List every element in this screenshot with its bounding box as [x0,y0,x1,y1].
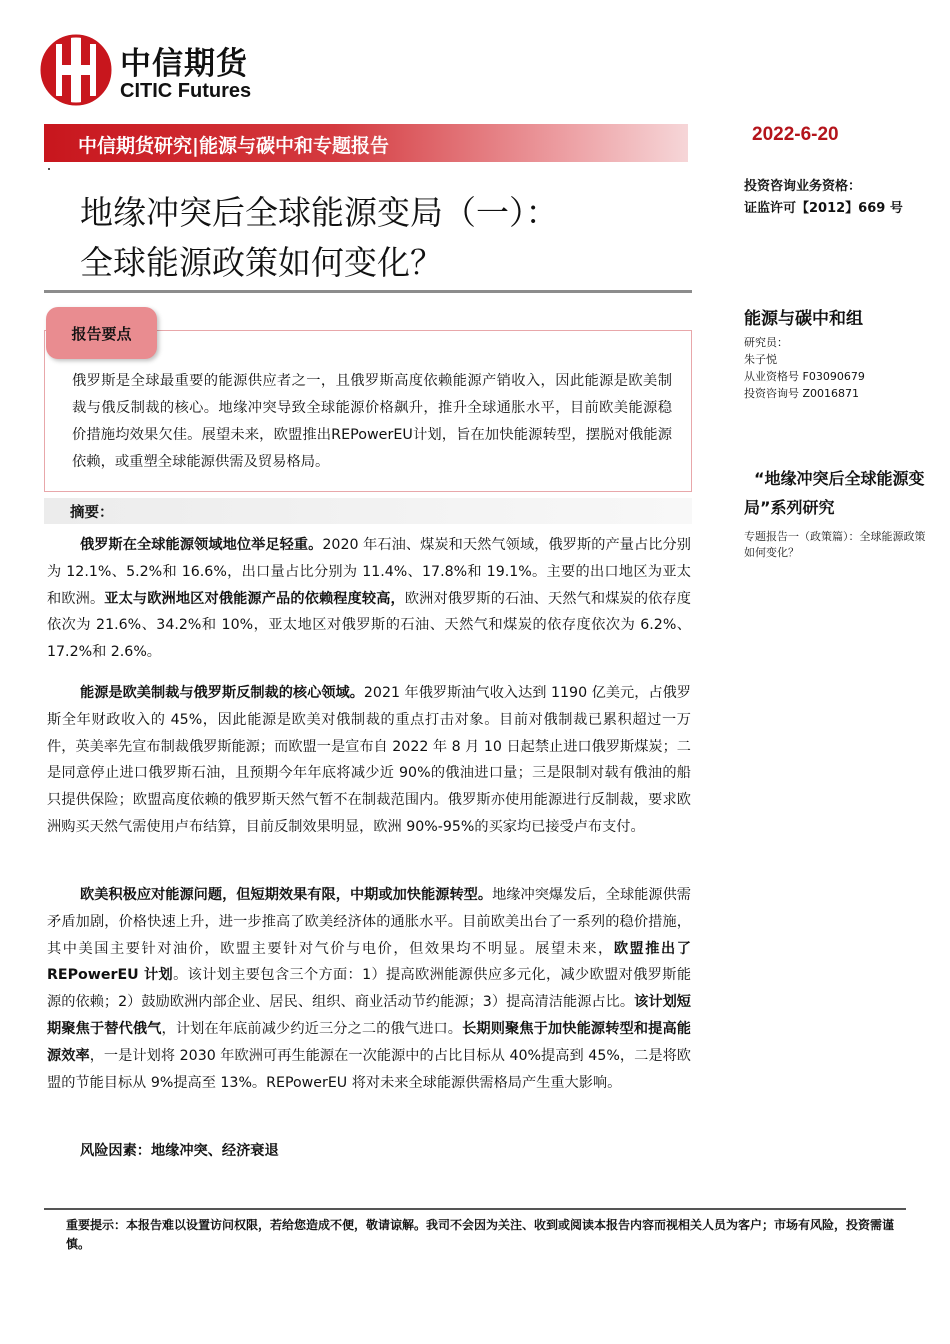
series-title: “地缘冲突后全球能源变局”系列研究 [744,469,925,517]
divider-dot [48,168,50,170]
research-group: 能源与碳中和组 [744,309,863,329]
p2-text-1: 2021 年俄罗斯油气收入达到 1190 亿美元，占俄罗斯全年财政收入的 45%，因此能源是欧美对俄制裁的重点打击对象。目前对俄制裁已累积超过一万件，英美率先宣布制裁俄罗斯能源；而欧盟一是宣布自 2022 年 8 月 10 日起禁止进口俄罗斯煤炭；二是同意停止进口俄罗斯石油，且预期今年年底将减少近 90%的俄油进口量；三是限制对载有俄油的船只提供保险；欧盟高度依赖的俄罗斯天然气暂不在制裁范围内。俄罗斯亦使用能源进行反制裁，要求欧洲购买天然气需使用卢布结算，目前反制效果明显，欧洲 90%-95%的买家均已接受卢布支付。 [47,685,691,835]
p3-bold-2: 欧盟推出了 REPowerEU 计划 [47,940,691,984]
key-points-tag [46,307,157,359]
citic-logo-icon [40,34,112,106]
risk-factors: 风险因素：地缘冲突、经济衰退 [80,1143,279,1159]
researcher-name: 朱子悦 [744,353,777,366]
company-logo [40,34,300,106]
p3-bold-3: 该计划短期聚焦于替代俄气 [47,994,691,1037]
title-divider [44,290,692,293]
title-line-1: 地缘冲突后全球能源变局（一）： [80,193,559,232]
p3-text-3: ，计划在年底前减少约近三分之二的俄气进口。 [161,1020,463,1037]
p1-bold-2: 亚太与欧洲地区对俄能源产品的依赖程度较高， [104,590,405,607]
qualification-block [744,176,903,220]
title-line-2: 全球能源政策如何变化？ [80,243,443,282]
p3-text-2: 。该计划主要包含三个方面：1）提高欧洲能源供应多元化，减少欧盟对俄罗斯能源的依赖；2）鼓励欧洲内部企业、居民、组织、商业活动节约能源；3）提高清洁能源占比。 [47,967,692,1011]
researcher-label: 研究员： [744,336,788,349]
p1-text-1: 2020 年石油、煤炭和天然气领域，俄罗斯的产量占比分别为 12.1%、5.2%和 16.6%，出口量占比分别为 11.4%、17.8%和 19.1%。主要的出口地区为亚太和欧洲。 [47,537,691,607]
qualification-label: 投资咨询业务资格： [744,179,862,194]
logo-chinese-name: 中信期货 [120,46,248,82]
consult-certificate: 投资咨询号 Z0016871 [744,387,860,400]
series-description: 专题报告一（政策篇）：全球能源政策如何变化？ [744,530,926,559]
p3-text-1: 地缘冲突爆发后，全球能源供需矛盾加剧，价格快速上升，进一步推高了欧美经济体的通胀水平。目前欧美出台了一系列的稳价措施，其中美国主要针对油价，欧盟主要针对气价与电价，但效果均不明显。展望未来， [47,887,691,957]
abstract-paragraph-2 [47,680,691,841]
report-title [80,188,559,288]
abstract-paragraph-1 [47,532,691,666]
practice-certificate: 从业资格号 F03090679 [744,370,865,383]
abstract-header [44,498,692,524]
p3-bold-4: 长期则聚焦于加快能源转型和提高能源效率 [47,1020,691,1064]
key-points-label: 报告要点 [71,325,132,343]
researcher-info [744,334,865,402]
p1-bold-1: 俄罗斯在全球能源领域地位举足轻重。 [80,537,323,553]
p2-bold-1: 能源是欧美制裁与俄罗斯反制裁的核心领域。 [80,685,364,701]
logo-english-name: CITIC Futures [120,80,252,102]
p1-text-2: 欧洲对俄罗斯的石油、天然气和煤炭的依存度依次为 21.6%、34.2%和 10%，亚太地区对俄罗斯的石油、天然气和煤炭的依存度依次为 6.2%、17.2%和 2.6%。 [47,590,691,661]
banner-text: 中信期货研究|能源与碳中和专题报告 [78,135,389,157]
p3-bold-1: 欧美积极应对能源问题，但短期效果有限，中期或加快能源转型。 [80,887,493,903]
abstract-paragraph-3 [47,882,691,1096]
abstract-label: 摘要： [70,505,114,521]
report-date: 2022-6-20 [752,124,839,145]
p3-text-4: ，一是计划将 2030 年欧洲可再生能源在一次能源中的占比目标从 40%提高到 45%，二是将欧盟的节能目标从 9%提高至 13%。REPowerEU 将对未来全球能源供需格局产生重大影响。 [47,1047,691,1091]
footer-notice: 重要提示：本报告难以设置访问权限，若给您造成不便，敬请谅解。我司不会因为关注、收到或阅读本报告内容而视相关人员为客户；市场有风险，投资需谨慎。 [66,1218,895,1251]
license-number: 证监许可【2012】669 号 [744,201,903,216]
footer-divider [44,1208,906,1210]
report-category-banner [44,124,688,162]
key-points-text: 俄罗斯是全球最重要的能源供应者之一，且俄罗斯高度依赖能源产销收入，因此能源是欧美制裁与俄反制裁的核心。地缘冲突导致全球能源价格飙升，推升全球通胀水平，目前欧美能源稳价措施均效果欠佳。展望未来，欧盟推出REPowerEU计划，旨在加快能源转型，摆脱对俄能源依赖，或重塑全球能源供需及贸易格局。 [72,373,672,470]
